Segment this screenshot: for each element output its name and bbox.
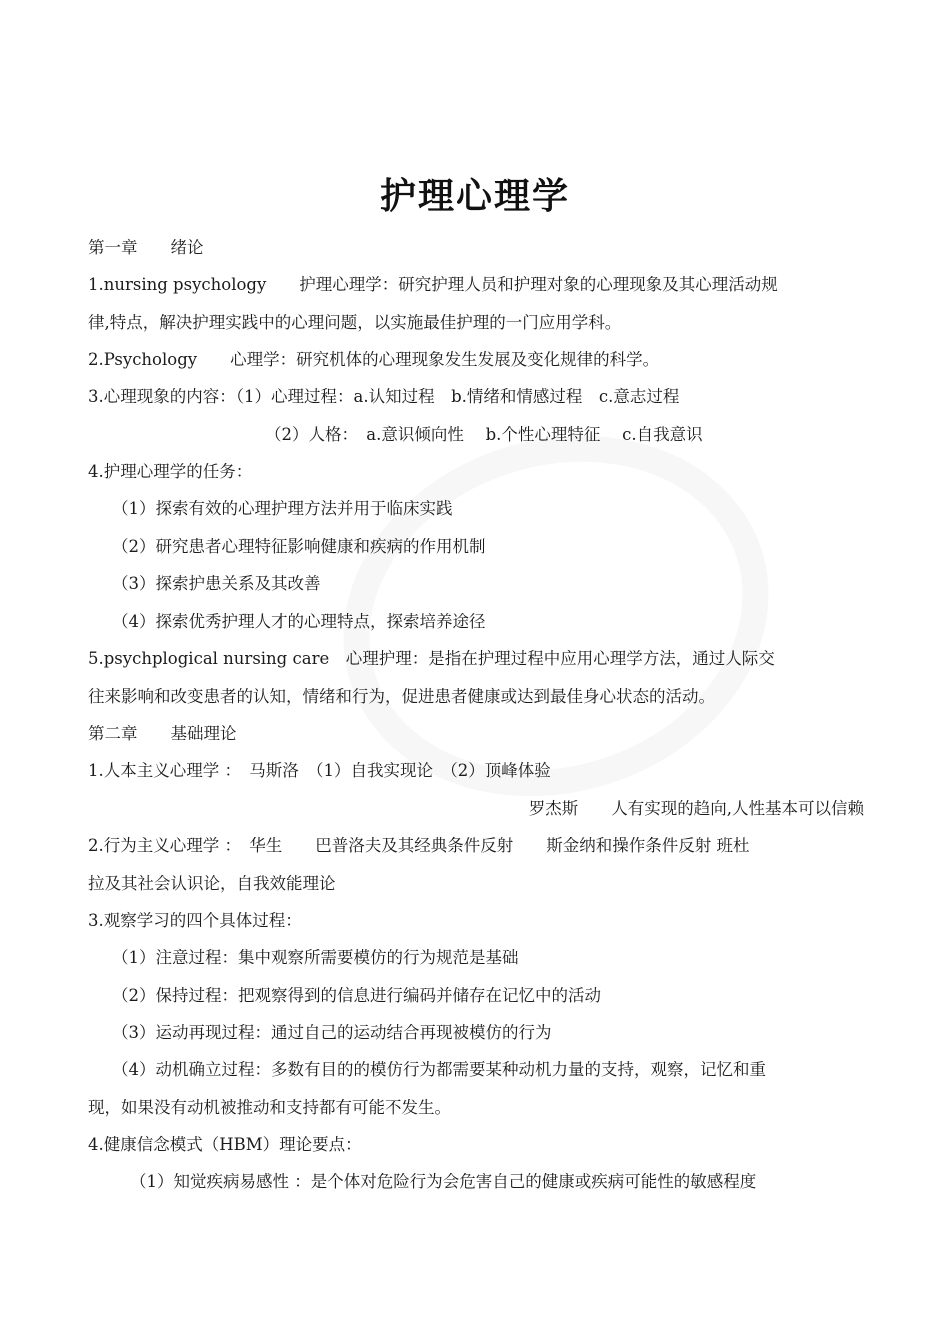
list-item: （1）注意过程：集中观察所需要模仿的行为规范是基础 xyxy=(112,948,519,967)
list-item: （2）研究患者心理特征影响健康和疾病的作用机制 xyxy=(112,537,486,556)
list-item: （4）探索优秀护理人才的心理特点，探索培养途径 xyxy=(112,612,486,631)
text-line: 现，如果没有动机被推动和支持都有可能不发生。 xyxy=(88,1098,451,1117)
text-line: 往来影响和改变患者的认知，情绪和行为，促进患者健康或达到最佳身心状态的活动。 xyxy=(88,687,715,706)
text-line: 3.心理现象的内容：（1）心理过程：a.认知过程 b.情绪和情感过程 c.意志过程 xyxy=(88,387,680,406)
text-line: 4.护理心理学的任务： xyxy=(88,462,253,481)
text-line: 1.nursing psychology 护理心理学：研究护理人员和护理对象的心理现象及其心理活动规 xyxy=(88,275,778,294)
text-line: 1.人本主义心理学 ： 马斯洛 （1）自我实现论 （2）顶峰体验 xyxy=(88,761,551,780)
text-line: 罗杰斯 人有实现的趋向,人性基本可以信赖 xyxy=(528,799,864,818)
list-item: （4）动机确立过程：多数有目的的模仿行为都需要某种动机力量的支持，观察，记忆和重 xyxy=(112,1060,766,1079)
text-line: （2）人格： a.意识倾向性 b.个性心理特征 c.自我意识 xyxy=(265,425,703,444)
text-line: 5.psychplogical nursing care 心理护理：是指在护理过程中应用心理学方法，通过人际交 xyxy=(88,649,775,668)
text-line: 拉及其社会认识论，自我效能理论 xyxy=(88,874,336,893)
list-item: （1）探索有效的心理护理方法并用于临床实践 xyxy=(112,499,453,518)
list-item: （3）运动再现过程：通过自己的运动结合再现被模仿的行为 xyxy=(112,1023,552,1042)
list-item: （3）探索护患关系及其改善 xyxy=(112,574,321,593)
list-item: （2）保持过程：把观察得到的信息进行编码并储存在记忆中的活动 xyxy=(112,986,601,1005)
chapter-heading: 第一章 绪论 xyxy=(88,238,204,257)
text-line: 4.健康信念模式（HBM）理论要点： xyxy=(88,1135,362,1154)
text-line: 2.Psychology 心理学：研究机体的心理现象发生发展及变化规律的科学。 xyxy=(88,350,660,369)
list-item: （1）知觉疾病易感性 ：是个体对危险行为会危害自己的健康或疾病可能性的敏感程度 xyxy=(130,1172,757,1191)
chapter-heading: 第二章 基础理论 xyxy=(88,724,237,743)
text-line: 3.观察学习的四个具体过程： xyxy=(88,911,302,930)
page-title: 护理心理学 xyxy=(379,176,570,217)
text-line: 律,特点，解决护理实践中的心理问题，以实施最佳护理的一门应用学科。 xyxy=(88,313,622,332)
text-line: 2.行为主义心理学 ： 华生 巴普洛夫及其经典条件反射 斯金纳和操作条件反射 班杜 xyxy=(88,836,750,855)
